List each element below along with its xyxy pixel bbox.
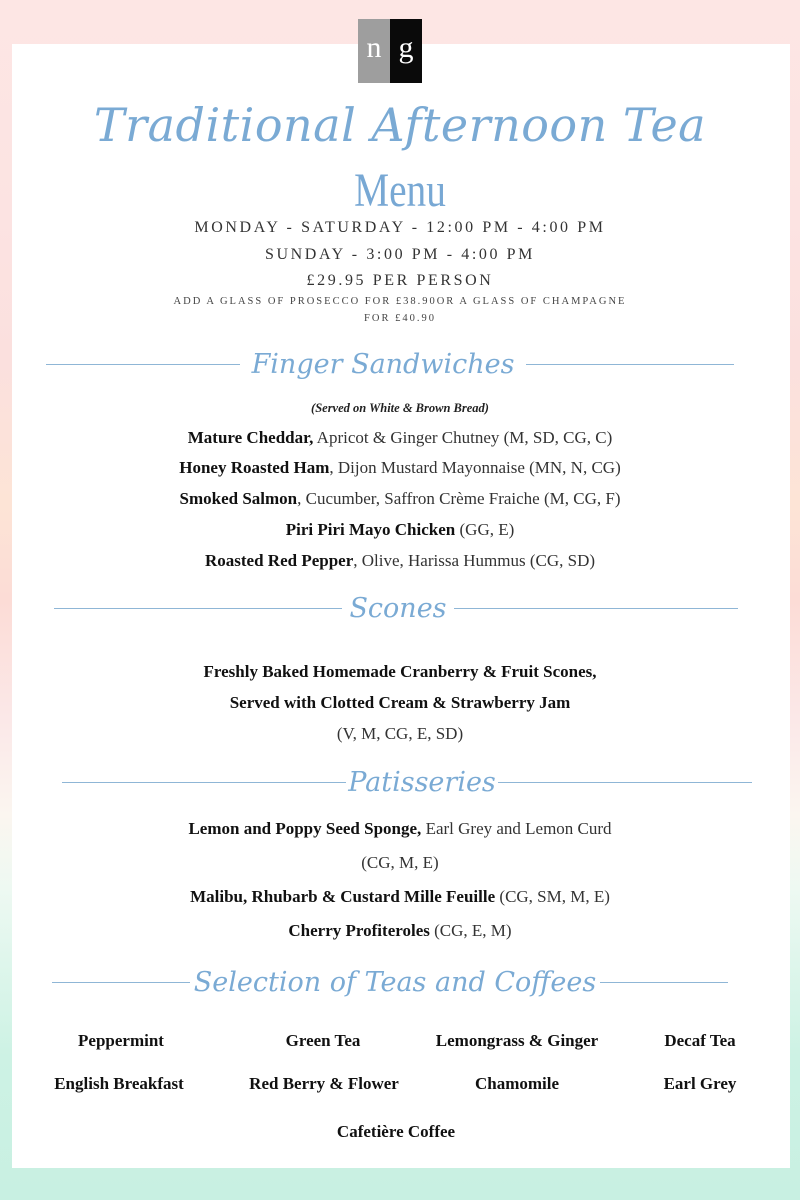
menu-item: Piri Piri Mayo Chicken (GG, E) [285,520,515,539]
menu-title: Traditional Afternoon Tea [93,98,707,152]
drink-item: Red Berry & Flower [249,1074,399,1093]
section-heading-patisseries [0,764,800,800]
menu-item: Honey Roasted Ham, Dijon Mustard Mayonnaise (MN, N, CG) [179,458,621,477]
section-title: Scones [349,592,447,624]
divider-line [62,782,346,783]
divider-line [46,364,240,365]
section-title: Finger Sandwiches [251,348,515,380]
menu-item: Smoked Salmon, Cucumber, Saffron Crème Fraiche (M, CG, F) [179,489,621,508]
drink-item: Peppermint [78,1031,164,1050]
section-heading-scones [0,590,800,626]
ng-logo [358,19,422,83]
divider-line [526,364,734,365]
hours-weekday: MONDAY - SATURDAY - 12:00 PM - 4:00 PM [194,219,606,236]
menu-item: Lemon and Poppy Seed Sponge, Earl Grey and Lemon Curd [188,819,612,838]
menu-subtitle: Menu [354,164,446,217]
menu-item: Malibu, Rhubarb & Custard Mille Feuille (CG, SM, M, E) [190,887,610,906]
logo-letter-n: n [358,19,390,83]
section-title: Selection of Teas and Coffees [193,966,597,998]
menu-item: Mature Cheddar, Apricot & Ginger Chutney (M, SD, CG, C) [187,428,613,447]
menu-item: Roasted Red Pepper, Olive, Harissa Hummus (CG, SD) [204,551,596,570]
divider-line [498,782,752,783]
drink-addon-note: ADD A GLASS OF PROSECCO FOR £38.90OR A GLASS OF CHAMPAGNE FOR £40.90 [173,296,627,324]
scones-line-1: Freshly Baked Homemade Cranberry & Fruit Scones, [203,662,597,681]
drink-item: English Breakfast [54,1074,184,1093]
scones-line-2: Served with Clotted Cream & Strawberry Jam [229,693,571,712]
scones-allergens: (V, M, CG, E, SD) [336,724,464,743]
logo-letter-g: g [390,19,422,83]
drink-item: Green Tea [285,1031,361,1050]
price-per-person: £29.95 PER PERSON [306,272,494,289]
divider-line [54,608,342,609]
drink-item: Earl Grey [663,1074,737,1093]
section-heading-sandwiches [0,346,800,382]
drink-item: Chamomile [474,1074,560,1093]
hours-sunday: SUNDAY - 3:00 PM - 4:00 PM [264,246,535,263]
divider-line [454,608,738,609]
section-heading-drinks [0,962,800,1002]
drink-item: Lemongrass & Ginger [435,1031,599,1050]
drink-item: Decaf Tea [664,1031,736,1050]
section-title: Patisseries [348,766,496,798]
drink-item: Cafetière Coffee [336,1122,456,1141]
sandwich-bread-note: (Served on White & Brown Bread) [311,401,489,415]
divider-line [600,982,728,983]
menu-item: Cherry Profiteroles (CG, E, M) [288,921,512,940]
divider-line [52,982,190,983]
menu-item-allergens: (CG, M, E) [361,853,439,872]
